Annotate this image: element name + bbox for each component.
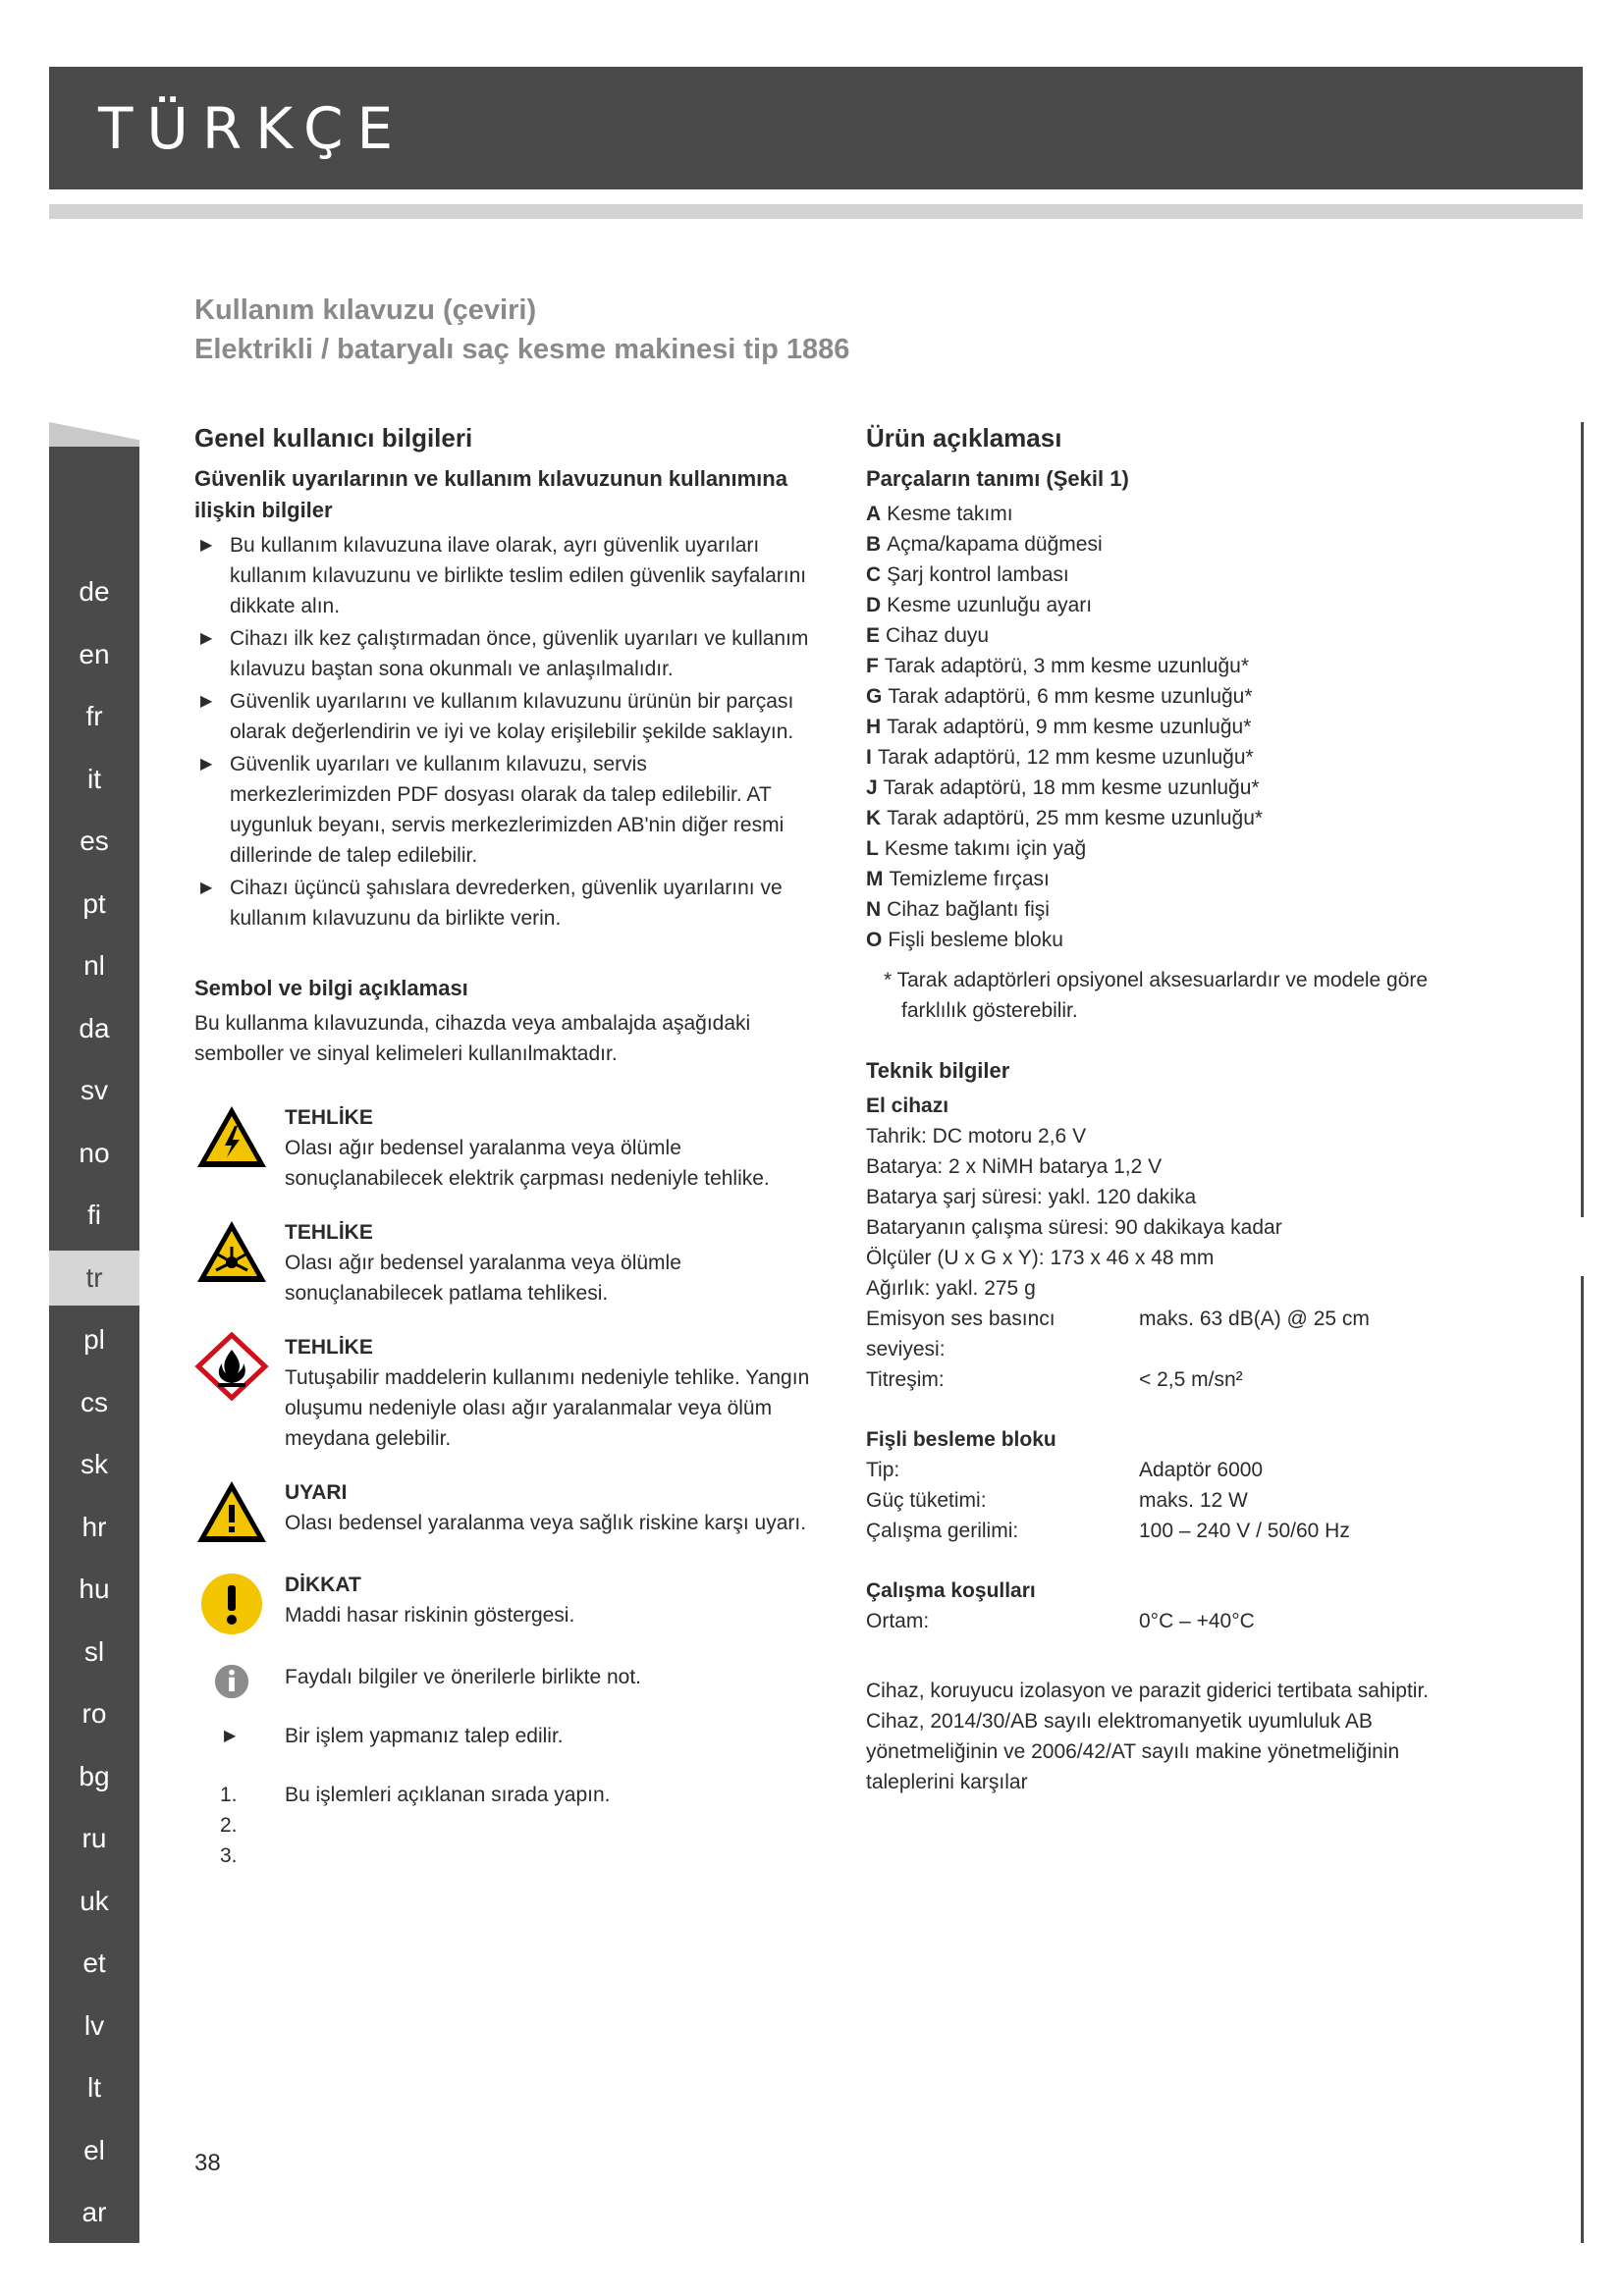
general-info-heading: Genel kullanıcı bilgileri [194,423,473,453]
psu-heading: Fişli besleme bloku [866,1428,1056,1451]
list-item: ▶ Güvenlik uyarıları ve kullanım kılavuzu, servis merkezlerimizden PDF dosyası olarak da talep edilebilir. AT uygunluk beyanı, servis merkezlerimizden AB'nin diğer resmi dillerinde de talep edilebilir. [194,749,813,871]
symbols-heading: Sembol ve bilgi açıklaması [194,976,468,1000]
safety-bullet-list [194,530,813,934]
part-item: N Cihaz bağlantı fişi [866,898,1050,921]
language-tab-fi[interactable]: fi [87,1200,101,1230]
language-tab-cs[interactable]: cs [81,1386,108,1417]
language-sidebar [49,447,139,2243]
symbol-caution: DİKKAT Maddi hasar riskinin göstergesi. [194,1570,813,1638]
language-tab-uk[interactable]: uk [80,1885,109,1916]
language-tab-bg[interactable]: bg [79,1760,110,1791]
closing-text-2: Cihaz, 2014/30/AB sayılı elektromanyetik uyumluluk AB yönetmeliğinin ve 2006/42/AT sayılı makine yönetmeliğinin taleplerini karşılar [866,1710,1400,1793]
spec-row: Güç tüketimi: maks. 12 W [866,1489,1248,1512]
spec-row: Çalışma gerilimi: 100 – 240 V / 50/60 Hz [866,1520,1350,1542]
part-item: L Kesme takımı için yağ [866,837,1087,860]
psu-specs-table [866,1455,1475,1546]
language-tab-sl[interactable]: sl [83,1635,105,1667]
language-tab-de[interactable]: de [79,576,110,607]
language-tab-no[interactable]: no [79,1137,110,1168]
list-item: ▶ Cihazı ilk kez çalıştırmadan önce, güvenlik uyarıları ve kullanım kılavuzu baştan sona okunmalı ve anlaşılmalıdır. [194,623,813,684]
part-item: B Açma/kapama düğmesi [866,533,1103,556]
part-item: M Temizleme fırçası [866,868,1050,890]
part-item: E Cihaz duyu [866,624,990,647]
right-margin-rule [1581,422,1584,1217]
language-tab-ar[interactable]: ar [81,2197,107,2227]
arrow-icon: ▶ [200,630,213,647]
language-tab-ro[interactable]: ro [81,1698,107,1729]
technical-heading: Teknik bilgiler [866,1058,1010,1083]
arrow-icon: ▶ [224,1728,237,1744]
language-tab-pt[interactable]: pt [82,887,106,919]
spec-row: Ortam: 0°C – +40°C [866,1610,1255,1632]
handheld-specs [866,1121,1475,1304]
part-item: O Fişli besleme bloku [866,929,1063,951]
spec-line: Ölçüler (U x G x Y): 173 x 46 x 48 mm [866,1247,1215,1269]
language-tab-et[interactable]: et [82,1948,106,1978]
symbol-danger-flammable: TEHLİKE Tutuşabilir maddelerin kullanımı nedeniyle tehlike. Yangın oluşumu nedeniyle olası ağır yaralanmalar veya ölüm meydana gelebilir. [194,1332,813,1454]
symbol-danger-explosion: TEHLİKE Olası ağır bedensel yaralanma veya ölümle sonuçlanabilecek patlama tehlikesi. [194,1217,813,1308]
language-tab-da[interactable]: da [79,1012,110,1043]
language-tab-fr[interactable]: fr [85,701,103,731]
part-item: F Tarak adaptörü, 3 mm kesme uzunluğu* [866,655,1250,677]
part-item: K Tarak adaptörü, 25 mm kesme uzunluğu* [866,807,1264,829]
step-numbers: 1. 2. 3. [220,1784,238,1867]
info-icon [194,1662,269,1711]
conditions-heading: Çalışma koşulları [866,1579,1036,1602]
part-item: H Tarak adaptörü, 9 mm kesme uzunluğu* [866,716,1252,738]
symbol-danger-electric: TEHLİKE Olası ağır bedensel yaralanma veya ölümle sonuçlanabilecek elektrik çarpması nedeniyle tehlike. [194,1102,813,1194]
language-tab-ru[interactable]: ru [81,1823,107,1853]
part-item: J Tarak adaptörü, 18 mm kesme uzunluğu* [866,776,1260,799]
arrow-icon: ▶ [200,756,213,773]
arrow-icon: ▶ [200,537,213,554]
language-tab-sk[interactable]: sk [81,1449,108,1479]
arrow-icon: ▶ [200,693,213,710]
language-tab-en[interactable]: en [79,638,110,669]
flammable-icon [194,1332,269,1401]
header-bar [49,67,1583,189]
language-tab-it[interactable]: it [87,763,101,794]
right-column [866,420,1475,1797]
language-tab-pl[interactable]: pl [83,1324,105,1355]
arrow-icon: ▶ [200,880,213,896]
symbol-warning: UYARI Olası bedensel yaralanma veya sağlık riskine karşı uyarı. [194,1477,813,1546]
safety-info-heading: Güvenlik uyarılarının ve kullanım kılavuzunun kullanımına ilişkin bilgiler [194,466,787,522]
language-tab-lv[interactable]: lv [83,2009,105,2041]
page-number: 38 [194,2150,221,2176]
spec-row: Tip: Adaptör 6000 [866,1459,1264,1481]
language-tab-lt[interactable]: lt [87,2072,101,2103]
handheld-heading: El cihazı [866,1095,949,1117]
warning-icon [194,1477,269,1546]
parts-heading: Parçaların tanımı (Şekil 1) [866,466,1129,491]
language-title: TÜRKÇE [98,95,407,162]
left-column [194,420,813,1871]
part-item: A Kesme takımı [866,503,1013,525]
part-item: C Şarj kontrol lambası [866,563,1069,586]
language-tab-el[interactable]: el [83,2134,105,2165]
symbols-intro: Bu kullanma kılavuzunda, cihazda veya ambalajda aşağıdaki semboller ve sinyal kelimeleri kullanılmaktadır. [194,1012,751,1065]
step-instruction: Bu işlemleri açıklanan sırada yapın. [285,1784,611,1806]
numbered-steps [194,1780,813,1871]
spec-line: Tahrik: DC motoru 2,6 V [866,1125,1087,1148]
spec-line: Bataryanın çalışma süresi: 90 dakikaya kadar [866,1216,1282,1239]
part-item: G Tarak adaptörü, 6 mm kesme uzunluğu* [866,685,1253,708]
parts-footnote: * Tarak adaptörleri opsiyonel aksesuarlardır ve modele göre farklılık gösterebilir. [884,969,1429,1022]
conditions-specs-table [866,1606,1475,1636]
symbol-action: ▶ Bir işlem yapmanız talep edilir. [194,1721,813,1754]
caution-icon [194,1570,269,1638]
spec-line: Batarya şarj süresi: yakl. 120 dakika [866,1186,1197,1208]
explosion-hazard-icon [194,1217,269,1286]
header-divider [49,204,1583,219]
closing-text-1: Cihaz, koruyucu izolasyon ve parazit giderici tertibata sahiptir. [866,1680,1430,1702]
list-item: ▶ Cihazı üçüncü şahıslara devrederken, güvenlik uyarılarını ve kullanım kılavuzunu da birlikte verin. [194,873,813,934]
document-title [194,291,1078,369]
handheld-specs-table [866,1304,1475,1395]
document-title-line2: Elektrikli / bataryalı saç kesme makinesi tip 1886 [194,334,850,365]
part-item: I Tarak adaptörü, 12 mm kesme uzunluğu* [866,746,1254,769]
language-tab-tr[interactable]: tr [49,1251,139,1306]
spec-row: Titreşim: < 2,5 m/sn² [866,1368,1243,1391]
part-item: D Kesme uzunluğu ayarı [866,594,1093,616]
language-tab-hr[interactable]: hr [81,1511,107,1542]
list-item: ▶ Güvenlik uyarılarını ve kullanım kılavuzunu ürünün bir parçası olarak değerlendirin ve iyi ve kolay erişilebilir şekilde saklayın. [194,686,813,747]
spec-line: Batarya: 2 x NiMH batarya 1,2 V [866,1155,1163,1178]
language-tab-sv[interactable]: sv [81,1075,108,1105]
product-description-heading: Ürün açıklaması [866,423,1062,453]
language-tab-nl[interactable]: nl [83,950,105,981]
spec-row: Emisyon ses basıncı seviyesi: maks. 63 dB(A) @ 25 cm [866,1308,1370,1361]
symbol-info: Faydalı bilgiler ve önerilerle birlikte not. [194,1662,813,1695]
language-tab-es[interactable]: es [80,826,109,856]
language-strip-top [49,422,139,450]
spec-line: Ağırlık: yakl. 275 g [866,1277,1036,1300]
list-item: ▶ Bu kullanım kılavuzuna ilave olarak, ayrı güvenlik uyarıları kullanım kılavuzunu ve birlikte teslim edilen güvenlik sayfalarını dikkate alın. [194,530,813,621]
parts-list [866,499,1475,955]
electric-hazard-icon [194,1102,269,1171]
document-title-line1: Kullanım kılavuzu (çeviri) [194,294,537,326]
right-margin-rule-lower [1581,1276,1584,2243]
language-tab-hu[interactable]: hu [79,1574,110,1604]
